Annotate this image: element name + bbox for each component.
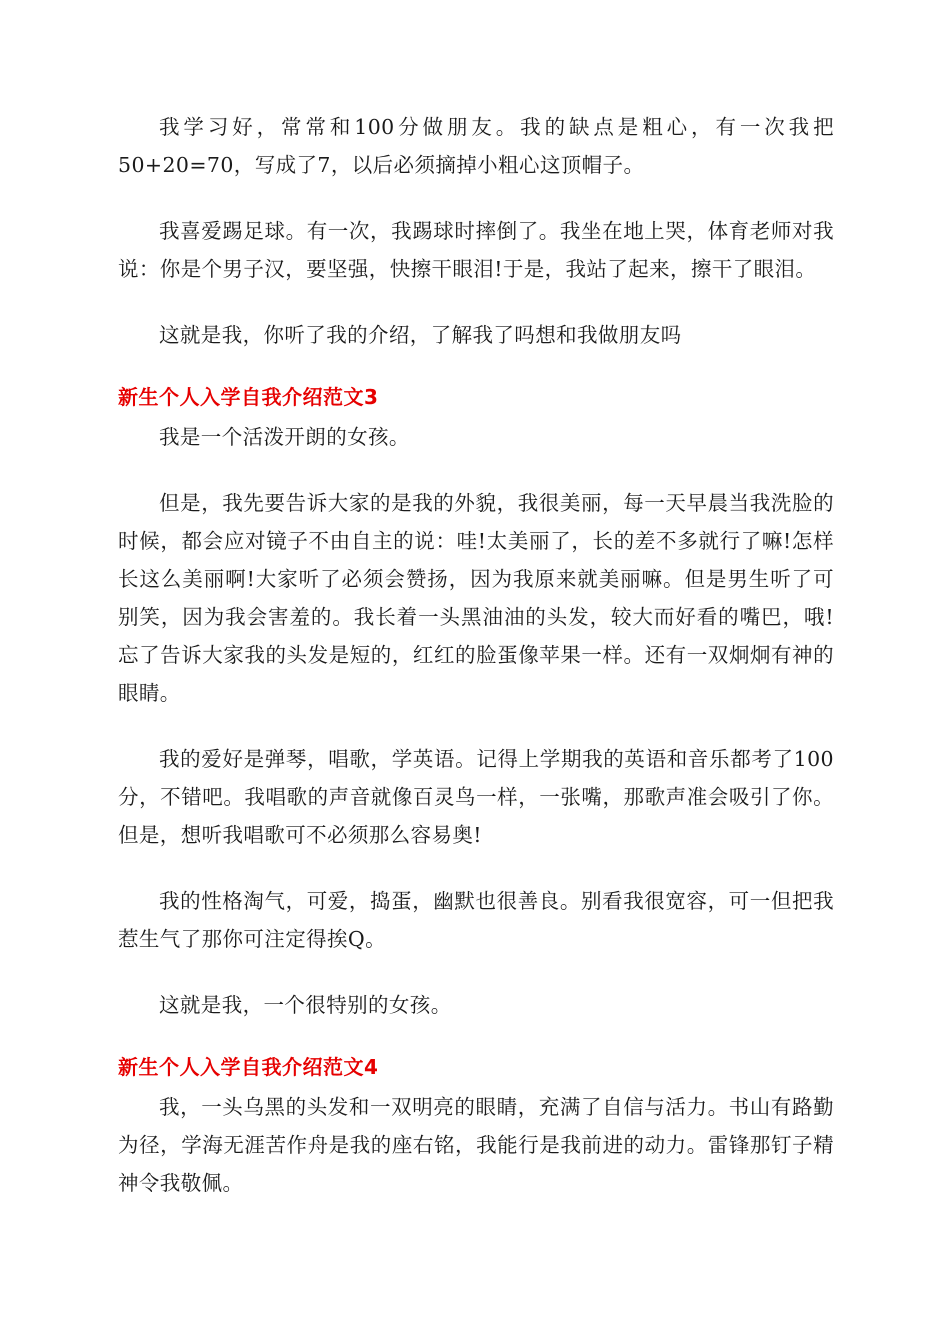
section-3-title: 新生个人入学自我介绍范文3 <box>118 385 379 409</box>
paragraph-study: 我学习好，常常和100分做朋友。我的缺点是粗心，有一次我把50+20=70，写成了7，以后必须摘掉小粗心这顶帽子。 <box>118 115 834 177</box>
paragraph-football: 我喜爱踢足球。有一次，我踢球时摔倒了。我坐在地上哭，体育老师对我说：你是个男子汉，要坚强，快擦干眼泪!于是，我站了起来，擦干了眼泪。 <box>118 219 834 281</box>
section-4-title: 新生个人入学自我介绍范文4 <box>118 1055 379 1079</box>
document-page <box>118 108 834 1202</box>
paragraph-closing-2: 这就是我，你听了我的介绍，了解我了吗想和我做朋友吗 <box>159 323 682 347</box>
paragraph-intro-4: 我，一头乌黑的头发和一双明亮的眼睛，充满了自信与活力。书山有路勤为径，学海无涯苦作舟是我的座右铭，我能行是我前进的动力。雷锋那钉子精神令我敬佩。 <box>118 1095 834 1195</box>
paragraph-appearance: 但是，我先要告诉大家的是我的外貌，我很美丽，每一天早晨当我洗脸的时候，都会应对镜子不由自主的说：哇!太美丽了，长的差不多就行了嘛!怎样长这么美丽啊!大家听了必须会赞扬，因为我原来就美丽嘛。但是男生听了可别笑，因为我会害羞的。我长着一头黑油油的头发，较大而好看的嘴巴，哦!忘了告诉大家我的头发是短的，红红的脸蛋像苹果一样。还有一双炯炯有神的眼睛。 <box>118 491 834 705</box>
paragraph-hobbies: 我的爱好是弹琴，唱歌，学英语。记得上学期我的英语和音乐都考了100分，不错吧。我唱歌的声音就像百灵鸟一样，一张嘴，那歌声准会吸引了你。但是，想听我唱歌可不必须那么容易奥! <box>118 747 834 847</box>
paragraph-personality: 我的性格淘气，可爱，捣蛋，幽默也很善良。别看我很宽容，可一但把我惹生气了那你可注定得挨Q。 <box>118 889 834 951</box>
paragraph-closing-3: 这就是我，一个很特别的女孩。 <box>159 993 452 1017</box>
paragraph-intro-3: 我是一个活泼开朗的女孩。 <box>159 425 410 449</box>
